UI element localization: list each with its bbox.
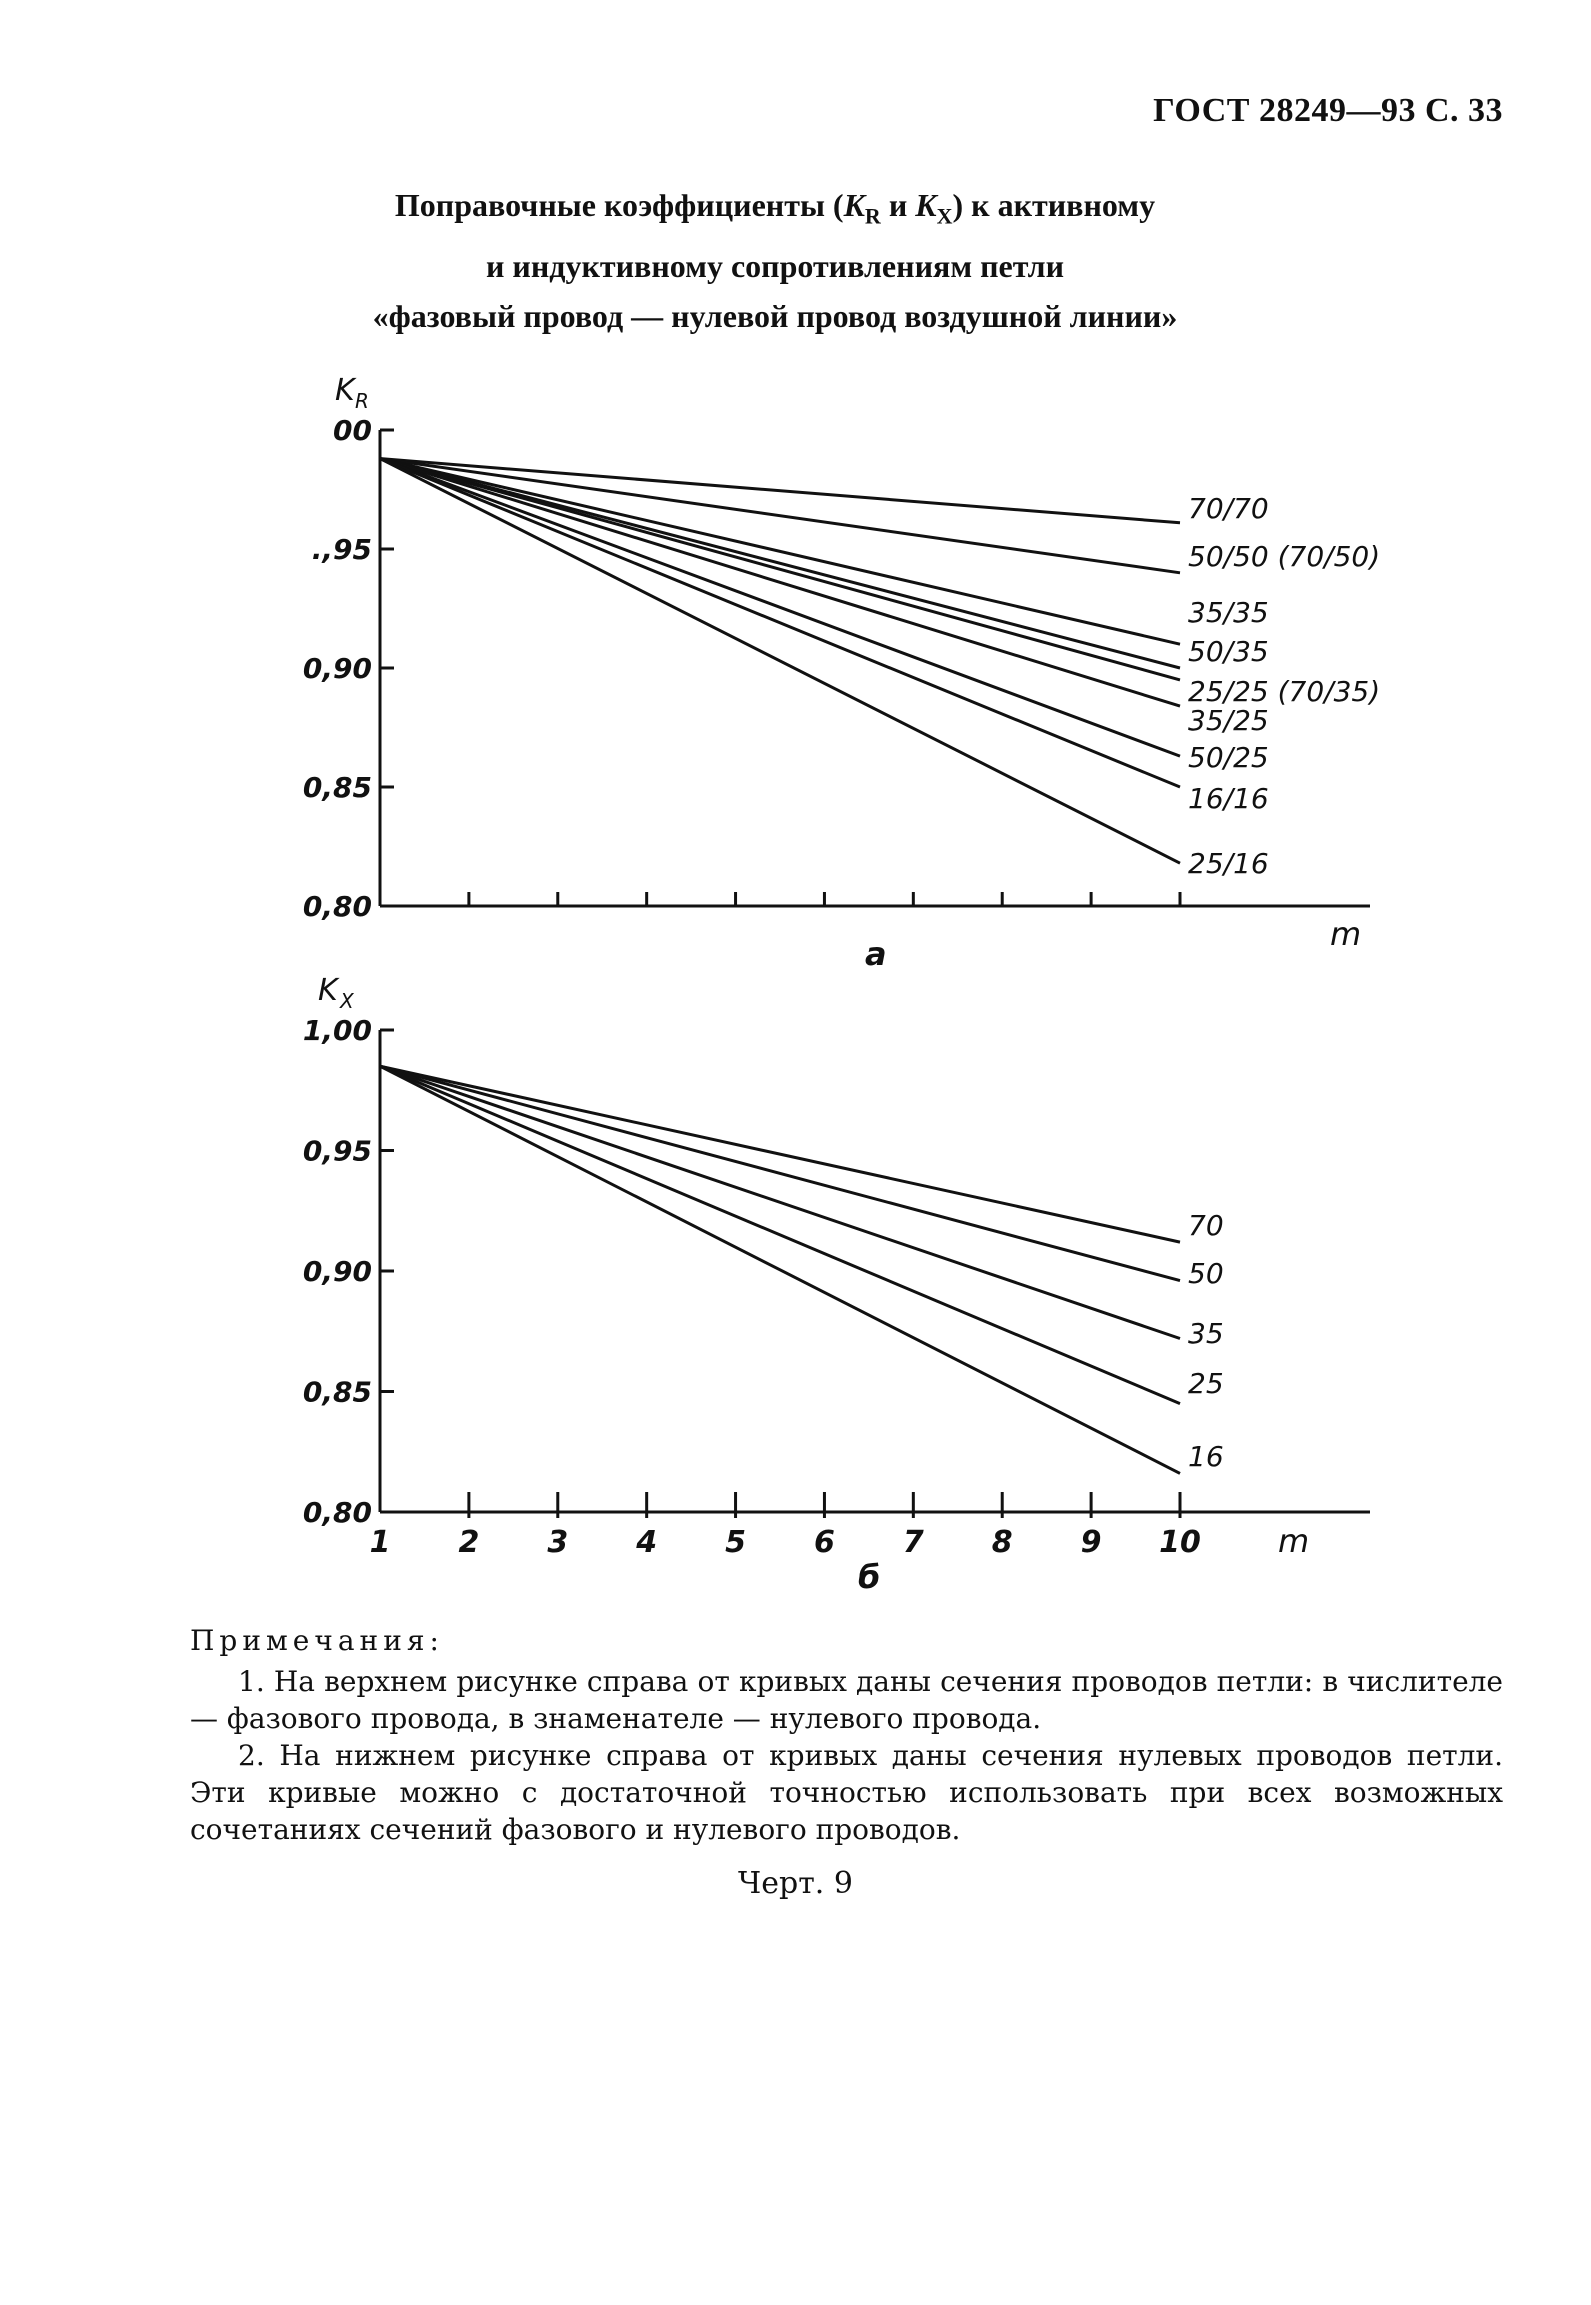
title-and: и [880,187,916,223]
kx-symbol: K [915,187,937,223]
title-part-1: Поправочные коэффициенты ( [394,187,844,223]
panel-b-y-label: K [318,973,338,1008]
panel-b-y-tick-label: 0,80 [302,1496,372,1529]
panel-a-panel-letter: a [865,935,887,973]
panel-b-series-line [380,1066,1180,1473]
panel-b-series-label: 70 [1188,1209,1224,1242]
panel-a-y-tick-label: 00 [333,414,372,447]
page-header: ГОСТ 28249—93 С. 33 [1153,92,1503,129]
panel-b-y-tick-label: 0,90 [302,1255,372,1288]
title-line-1 [200,180,1350,241]
panel-b-x-tick-label: 10 [1159,1525,1201,1560]
panel-a-y-tick-label: 0,80 [302,890,372,923]
panel-a-series-label: 70/70 [1188,492,1269,525]
panel-a-series-line [380,459,1180,668]
panel-a-series-line [380,459,1180,573]
panel-a-series-label: 50/25 [1188,741,1269,774]
panel-a-series-label: 35/35 [1188,596,1269,629]
panel-a-series-line [380,459,1180,706]
panel-a-series-line [380,459,1180,864]
panel-a-y-tick-label: .,95 [311,533,372,566]
panel-b-y-tick-label: 0,95 [302,1134,372,1168]
kx-subscript: X [936,203,953,229]
panel-b-series-line [380,1066,1180,1280]
panel-a-series-label: 35/25 [1188,704,1269,737]
title-line-3: «фазовый провод — нулевой провод воздушной линии» [372,298,1178,335]
title-part-2: ) к активному [952,187,1156,223]
panel-b-x-tick-label: 9 [1080,1525,1102,1560]
panel-b-series-label: 25 [1188,1367,1224,1400]
panel-a-y-label: K [335,373,355,408]
panel-b-series-line [380,1066,1180,1242]
panel-b-x-tick-label: 5 [725,1525,746,1560]
panel-a-series-line [380,459,1180,787]
note-1: 1. На верхнем рисунке справа от кривых даны сечения проводов петли: в числителе — фазового провода, в знаменателе — нулевого провода. [190,1665,1503,1735]
panel-a-y-tick-label: 0,90 [302,652,372,685]
panel-a-series-line [380,459,1180,680]
notes-block [190,1622,1503,1848]
panel-b-x-label: m [1278,1522,1310,1560]
panel-b-series-line [380,1066,1180,1403]
panel-a-series-line [380,459,1180,645]
panel-a-series-label: 25/16 [1188,847,1269,880]
panel-b-x-tick-label: 3 [547,1525,569,1560]
panel-b-x-tick-label: 2 [458,1525,480,1560]
panel-a-series-label: 50/35 [1188,635,1269,668]
panel-b-y-tick-label: 0,85 [302,1375,372,1409]
panel-a-series-label: 25/25 (70/35) [1188,675,1381,708]
title-line-2: и индуктивному сопротивлениям петли [485,248,1065,285]
panel-b-y-tick-label: 1,00 [302,1014,372,1047]
panel-b-series-label: 16 [1188,1440,1224,1473]
note-2: 2. На нижнем рисунке справа от кривых даны сечения нулевых проводов петли. Эти кривые можно с достаточной точностью использовать при всех возможных сочетаниях сечений фазового и нулевого проводов. [190,1739,1503,1846]
panel-b-x-tick-label: 6 [814,1525,835,1560]
panel-a-series-label: 50/50 (70/50) [1188,540,1381,573]
kr-symbol: K [843,187,865,223]
panel-b-x-tick-label: 7 [902,1525,924,1560]
panel-a-y-tick-label: 0,85 [302,771,372,804]
panel-b-panel-letter: б [858,1558,881,1596]
figure-caption: Черт. 9 [738,1866,853,1901]
panel-a-y-label-sub: R [355,389,369,413]
panel-b-series-label: 50 [1188,1257,1224,1290]
panel-a-series-line [380,459,1180,756]
panel-b-y-label-sub: X [340,989,354,1013]
panel-a-series-label: 16/16 [1188,782,1269,815]
panel-b-series-line [380,1066,1180,1338]
kr-subscript: R [864,203,881,229]
panel-a-x-label: m [1330,915,1362,953]
panel-b-x-tick-label: 4 [636,1525,658,1560]
notes-heading: Примечания: [190,1624,444,1657]
figure-title [200,180,1350,341]
panel-b-x-tick-label: 1 [369,1525,391,1560]
panel-b-series-label: 35 [1188,1317,1224,1350]
panel-b-x-tick-label: 8 [991,1525,1013,1560]
panel-a-series-line [380,459,1180,523]
